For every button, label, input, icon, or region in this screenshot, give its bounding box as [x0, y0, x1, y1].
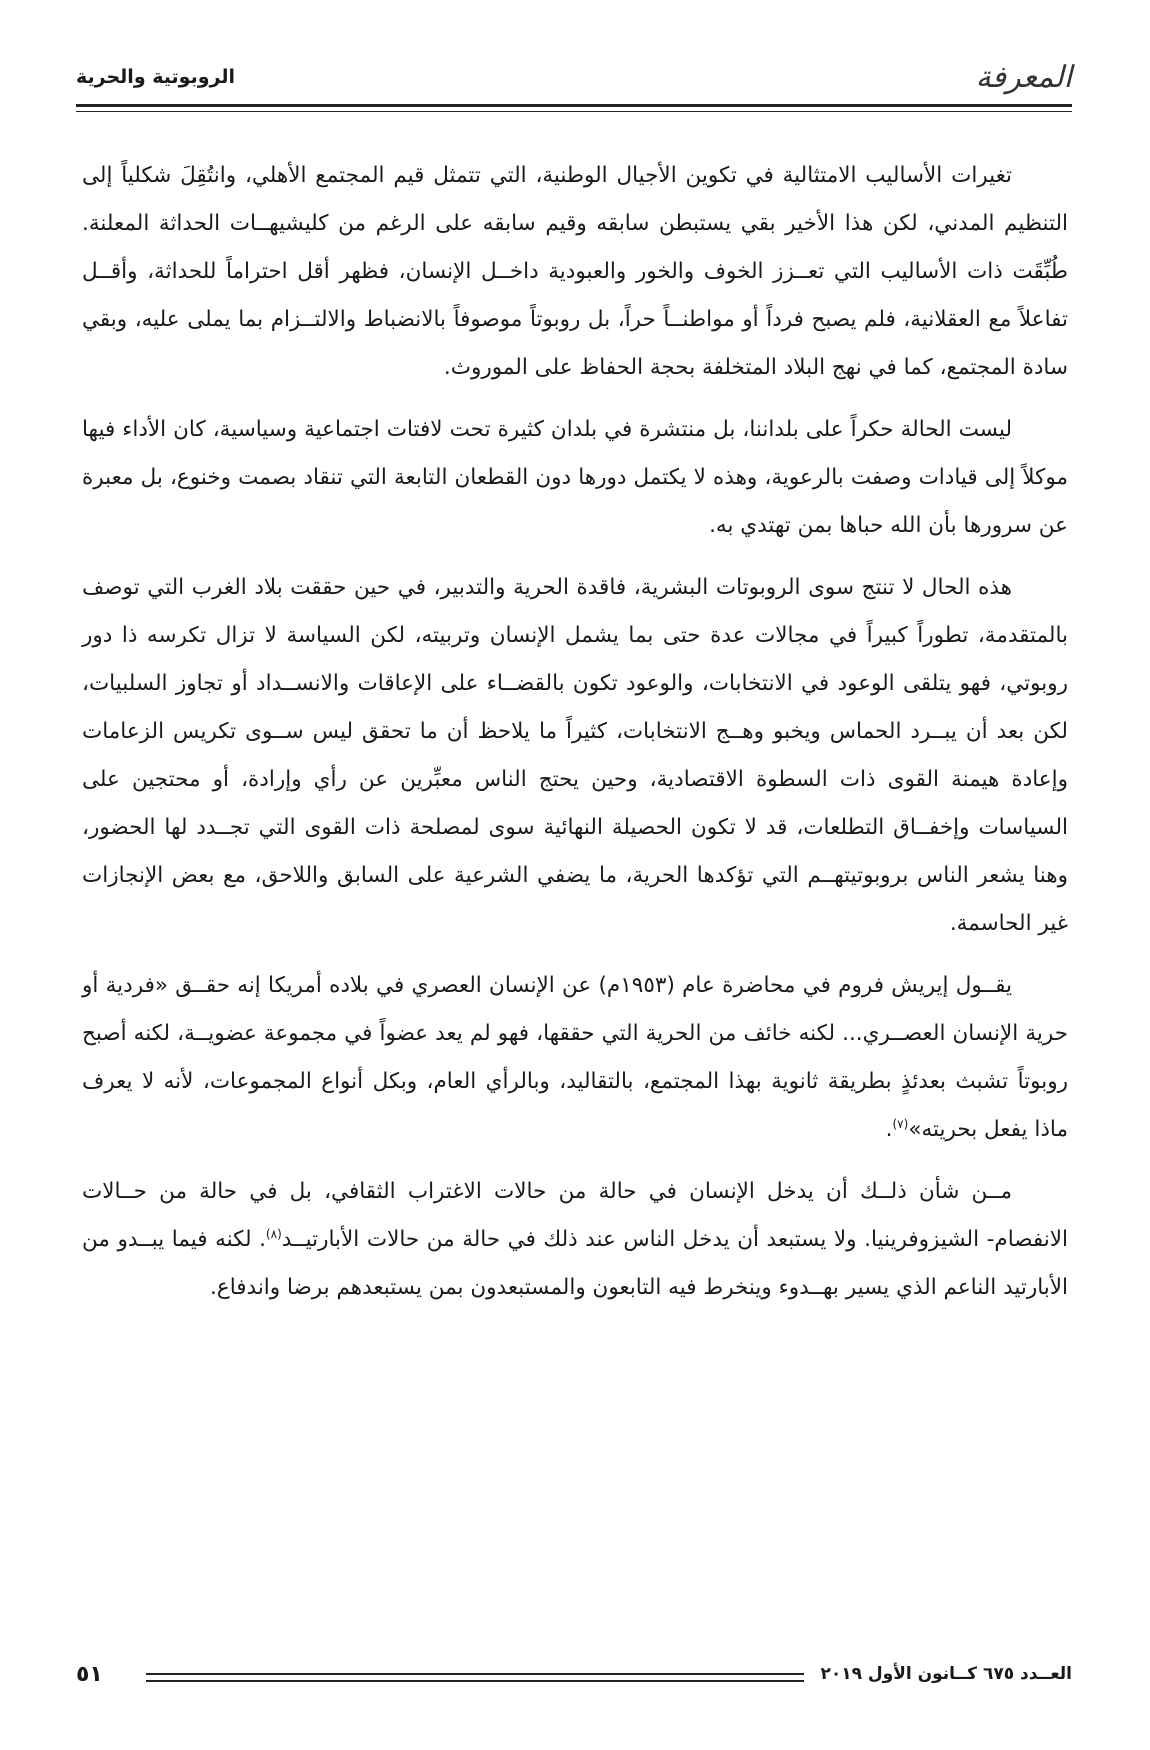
magazine-logo: المعرفة — [975, 60, 1072, 95]
paragraph-5 — [82, 1168, 1068, 1312]
page-number: ٥١ — [76, 1662, 103, 1687]
paragraph-1: تغيرات الأساليب الامتثالية في تكوين الأجيال الوطنية، التي تتمثل قيم المجتمع الأهلي، وانتُقِلَ شكلياً إلى التنظيم المدني، لكن هذا الأخير بقي يستبطن سابقه وقيم سابقه على الرغم من كليشيهــات الحداثة المعلنة. طُبِّقَت ذات الأساليب التي تعــزز الخوف والخور والعبودية داخــل الإنسان، فظهر أقل احتراماً للحداثة، وأقــل تفاعلاً مع العقلانية، فلم يصبح فرداً أو مواطنــاً حراً، بل روبوتاً موصوفاً بالانضباط والالتــزام بما يملى عليه، وبقي سادة المجتمع، كما في نهج البلاد المتخلفة بحجة الحفاظ على الموروث. — [82, 163, 1068, 380]
paragraph-2: ليست الحالة حكراً على بلداننا، بل منتشرة في بلدان كثيرة تحت لافتات اجتماعية وسياسية، كان الأداء فيها موكلاً إلى قيادات وصفت بالرعوية، وهذه لا يكتمل دورها دون القطعان التابعة التي تنقاد بصمت وخنوع، بل معبرة عن سرورها بأن الله حباها بمن تهتدي به. — [82, 417, 1068, 538]
footnote-ref-7[interactable]: (٧) — [892, 1116, 909, 1131]
paragraph-3: هذه الحال لا تنتج سوى الروبوتات البشرية، فاقدة الحرية والتدبير، في حين حققت بلاد الغرب التي توصف بالمتقدمة، تطوراً كبيراً في مجالات عدة حتى بما يشمل الإنسان وتربيته، لكن السياسة لا تزال تكرسه ذا دور روبوتي، فهو يتلقى الوعود في الانتخابات، والوعود تكون بالقضــاء على الإعاقات والانســداد أو تجاوز السلبيات، لكن بعد أن يبــرد الحماس ويخبو وهــج الانتخابات، كثيراً ما يلاحظ أن ما تحقق ليس ســوى تكريس الزعامات وإعادة هيمنة القوى ذات السطوة الاقتصادية، وحين يحتج الناس معبِّرين عن رأي وإرادة، أو محتجين على السياسات وإخفــاق التطلعات، قد لا تكون الحصيلة النهائية سوى لمصلحة ذات القوى التي تجــدد لها الحضور، وهنا يشعر الناس بروبوتيتهــم التي تؤكدها الحرية، ما يضفي الشرعية على السابق واللاحق، مع بعض الإنجازات غير الحاسمة. — [82, 575, 1068, 936]
header-divider — [76, 104, 1072, 112]
issue-label: العــدد ٦٧٥ كــانون الأول ٢٠١٩ — [820, 1664, 1072, 1684]
paragraph-5-text-end: . لكنه فيما يبــدو من الأبارتيد الناعم الذي يسير بهــدوء وينخرط فيه التابعون والمستبعدون بمن يستبعدهم برضا واندفاع. — [82, 1227, 1068, 1300]
running-title: الروبوتية والحرية — [76, 66, 235, 88]
paragraph-5-text: مــن شأن ذلــك أن يدخل الإنسان في حالة من حالات الاغتراب الثقافي، بل في حالة من حــالات الانفصام- الشيزوفرينيا. ولا يستبعد أن يدخل الناس عند ذلك في حالة من حالات الأبارتيــد — [82, 1179, 1068, 1252]
footnote-ref-8[interactable]: (٨) — [265, 1226, 282, 1241]
paragraph-4 — [82, 962, 1068, 1154]
article-body — [82, 152, 1068, 1326]
page-header — [76, 60, 1072, 102]
footer-divider — [146, 1673, 804, 1682]
quote-text: يقــول إيريش فروم في محاضرة عام (١٩٥٣م) عن الإنسان العصري في بلاده أمريكا إنه حقــق «فردية أو حرية الإنسان العصــري... لكنه خائف من الحرية التي حققها، فهو لم يعد عضواً في مجموعة عضويــة، لكنه أصبح روبوتاً تشبث بعدئذٍ بطريقة ثانوية بهذا المجتمع، بالتقاليد، وبالرأي العام، وبكل أنواع المجموعات، لأنه لا يعرف ماذا يفعل بحريته» — [82, 973, 1068, 1142]
quote-text-end: . — [885, 1117, 893, 1142]
page-footer — [76, 1662, 1072, 1698]
